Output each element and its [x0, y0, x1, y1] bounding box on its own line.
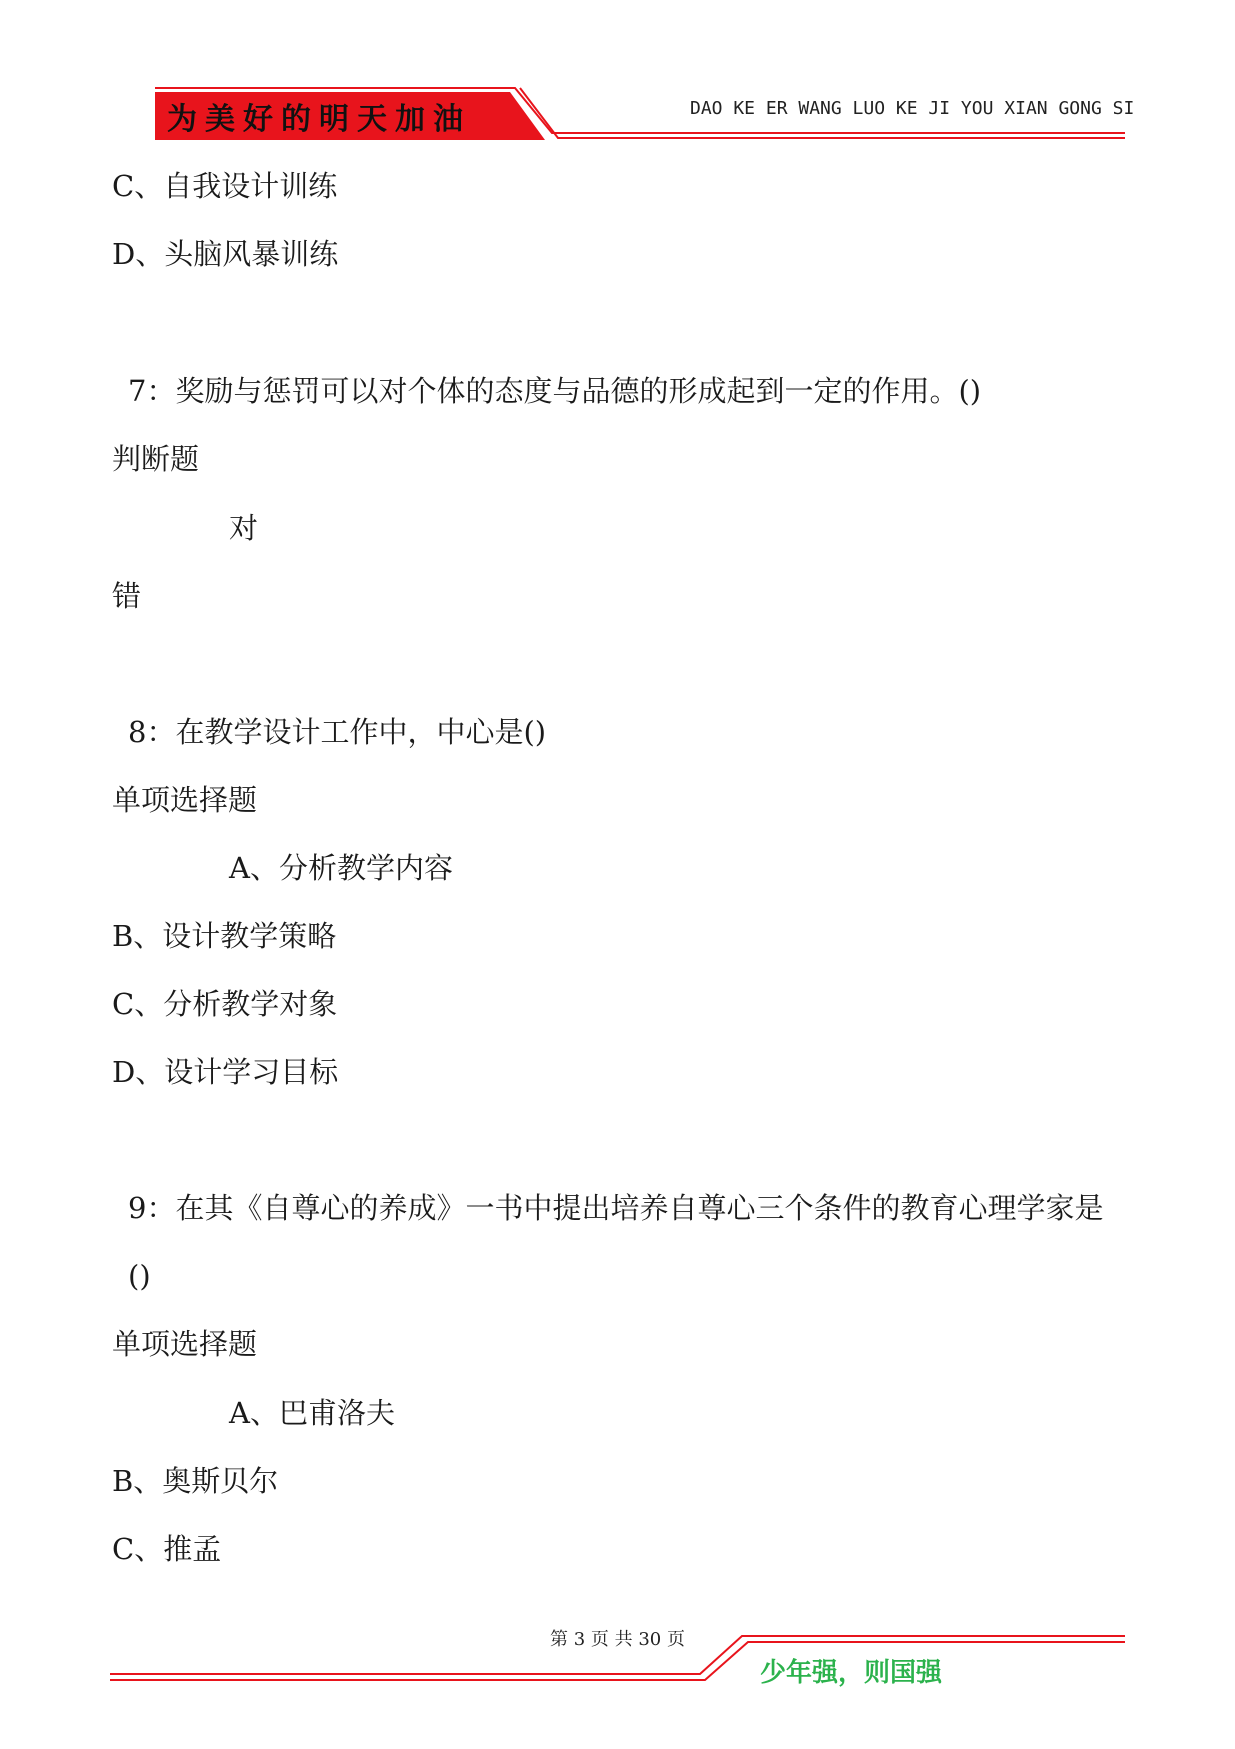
- q9-option-b: B、奥斯贝尔: [112, 1464, 279, 1498]
- option-c-previous: C、自我设计训练: [112, 169, 338, 203]
- answer-false: 错: [112, 579, 142, 613]
- question-7: 7：奖励与惩罚可以对个体的态度与品德的形成起到一定的作用。(): [128, 374, 982, 408]
- question-type-7: 判断题: [112, 442, 200, 476]
- footer-slogan: 少年强，则国强: [760, 1658, 943, 1688]
- footer-rule: [0, 1630, 1235, 1690]
- q8-option-b: B、设计教学策略: [112, 919, 337, 953]
- q9-option-a: A、巴甫洛夫: [229, 1396, 395, 1430]
- q8-option-d: D、设计学习目标: [112, 1055, 339, 1089]
- page-number: 第 3 页 共 30 页: [550, 1629, 685, 1650]
- option-d-previous: D、头脑风暴训练: [112, 237, 339, 271]
- question-type-9: 单项选择题: [112, 1327, 258, 1361]
- q9-option-c: C、推孟: [112, 1532, 222, 1566]
- q8-option-a: A、分析教学内容: [229, 851, 453, 885]
- answer-true: 对: [229, 511, 259, 545]
- question-9-paren: (): [128, 1259, 151, 1293]
- q8-option-c: C、分析教学对象: [112, 987, 338, 1021]
- question-8: 8：在教学设计工作中，中心是(): [128, 715, 547, 749]
- header-company-name: DAO KE ER WANG LUO KE JI YOU XIAN GONG SI: [690, 98, 1135, 119]
- question-9: 9：在其《自尊心的养成》一书中提出培养自尊心三个条件的教育心理学家是: [128, 1191, 1104, 1225]
- question-type-8: 单项选择题: [112, 783, 258, 817]
- header-slogan: 为美好的明天加油: [167, 102, 471, 137]
